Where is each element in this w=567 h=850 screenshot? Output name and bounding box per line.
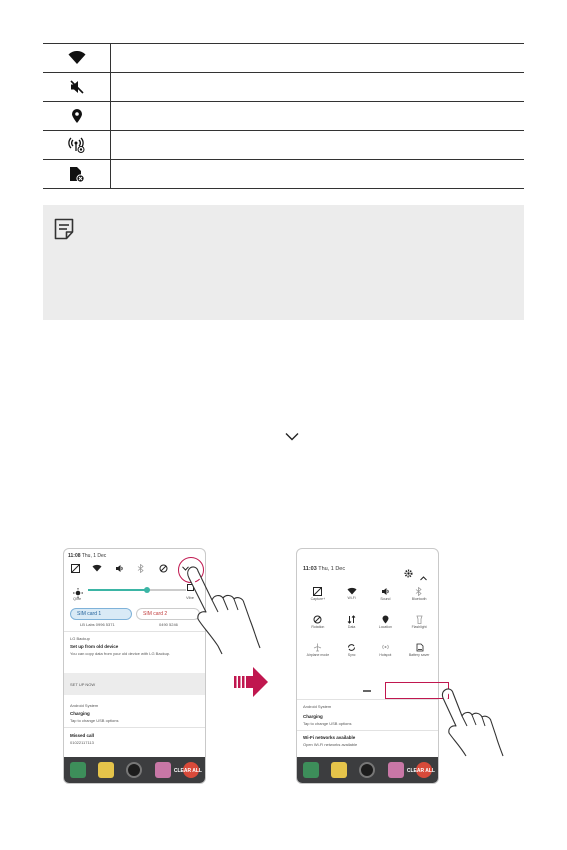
setup-now-button[interactable]: SET UP NOW	[70, 682, 96, 687]
notification-title: Charging	[303, 714, 323, 719]
tile-flashlight[interactable]: Flashlight	[402, 615, 436, 629]
notification-text: Open Wi-Fi networks available	[303, 742, 358, 747]
tile-data[interactable]: Data	[335, 615, 369, 629]
sync-icon	[347, 643, 356, 652]
note-icon	[54, 218, 74, 240]
brightness-slider[interactable]	[88, 589, 186, 591]
status-time: 11:08	[68, 553, 81, 559]
chevron-down-icon	[285, 432, 299, 441]
phone-app-icon[interactable]	[303, 762, 319, 778]
tile-rotation[interactable]: Rotation	[301, 615, 335, 629]
notification-text: You can copy data from your old device with LG Backup.	[70, 651, 171, 656]
notes-app-icon[interactable]	[98, 762, 114, 778]
notification-title: Set up from old device	[70, 644, 119, 649]
camera-app-icon[interactable]	[126, 762, 142, 778]
rotation-icon[interactable]	[157, 562, 169, 574]
notification-title: Missed call	[70, 733, 95, 738]
hotspot-icon	[381, 643, 390, 652]
setup-now-band[interactable]	[64, 673, 205, 695]
status-date: Thu, 1 Dec	[81, 553, 107, 559]
table-row	[43, 73, 524, 102]
no-sim-icon	[69, 166, 85, 183]
tile-sound[interactable]: Sound	[369, 587, 403, 601]
status-date: Thu, 1 Dec	[318, 566, 346, 572]
location-icon	[382, 615, 389, 624]
battery-saver-icon	[415, 643, 424, 652]
clear-all-button[interactable]: CLEAR ALL	[173, 768, 202, 774]
sim-card-2-button[interactable]: SIM card 2	[136, 608, 200, 620]
note-box	[43, 205, 524, 320]
wifi-icon	[68, 51, 86, 65]
tile-capture[interactable]: Capture+	[301, 587, 335, 601]
notification-text: 01022117113	[70, 740, 94, 745]
phone-app-icon[interactable]	[70, 762, 86, 778]
notification-app-name: Android System	[70, 703, 99, 708]
mute-icon	[69, 79, 85, 95]
tile-battery-saver[interactable]: Battery saver	[402, 643, 436, 657]
chevron-up-icon[interactable]	[420, 568, 427, 586]
tile-hotspot[interactable]: Hotspot	[369, 643, 403, 657]
quick-settings-grid	[301, 587, 436, 657]
rotation-icon	[313, 615, 322, 624]
bluetooth-icon[interactable]	[135, 562, 147, 574]
sim-2-subtext: 0490 5246	[159, 622, 178, 627]
notification-text: Tap to change USB options	[70, 718, 119, 723]
data-icon	[347, 615, 356, 624]
notification-text: Tap to change USB options	[303, 721, 352, 726]
status-time: 11:03	[303, 566, 317, 572]
notification-title: Charging	[70, 711, 90, 716]
hotspot-icon	[68, 137, 86, 153]
airplane-icon	[313, 643, 322, 652]
quick-settings-row	[64, 562, 196, 574]
tile-location[interactable]: Location	[369, 615, 403, 629]
finger-pointer-icon	[440, 688, 510, 758]
sim-card-1-button[interactable]: SIM card 1	[70, 608, 132, 620]
table-row	[43, 44, 524, 73]
tile-bluetooth[interactable]: Bluetooth	[402, 587, 436, 601]
brightness-label: Qlife	[73, 596, 82, 601]
table-row	[43, 160, 524, 189]
notes-app-icon[interactable]	[331, 762, 347, 778]
finger-pointer-icon	[184, 564, 274, 656]
gallery-app-icon[interactable]	[388, 762, 404, 778]
brightness-slider-handle[interactable]	[144, 587, 150, 593]
vibrate-label: Vibe	[186, 595, 194, 600]
location-icon	[71, 108, 83, 124]
gallery-app-icon[interactable]	[155, 762, 171, 778]
notification-app-name: LG Backup	[70, 636, 90, 641]
clear-all-button[interactable]: CLEAR ALL	[406, 768, 435, 774]
capture-icon[interactable]	[69, 562, 81, 574]
flashlight-icon	[416, 615, 423, 624]
arrow-right-icon	[234, 667, 268, 697]
tile-wifi[interactable]: Wi-Fi	[335, 587, 369, 601]
sound-icon[interactable]	[113, 562, 125, 574]
tile-airplane-mode[interactable]: Airplane mode	[301, 643, 335, 657]
wifi-icon	[347, 587, 357, 595]
gear-icon[interactable]	[404, 565, 413, 583]
camera-app-icon[interactable]	[359, 762, 375, 778]
status-icon-table	[43, 43, 524, 189]
bluetooth-icon	[415, 587, 423, 596]
quick-settings-panel-screenshot	[296, 548, 439, 784]
tile-sync[interactable]: Sync	[335, 643, 369, 657]
wifi-icon[interactable]	[91, 562, 103, 574]
page-indicator	[363, 690, 371, 692]
capture-icon	[313, 587, 322, 596]
notification-app-name: Android System	[303, 704, 332, 709]
notification-title: Wi-Fi networks available	[303, 735, 356, 740]
sound-icon	[381, 587, 390, 596]
table-row	[43, 131, 524, 160]
table-row	[43, 102, 524, 131]
sim-1-subtext: LB Labs 0996 5371	[80, 622, 115, 627]
